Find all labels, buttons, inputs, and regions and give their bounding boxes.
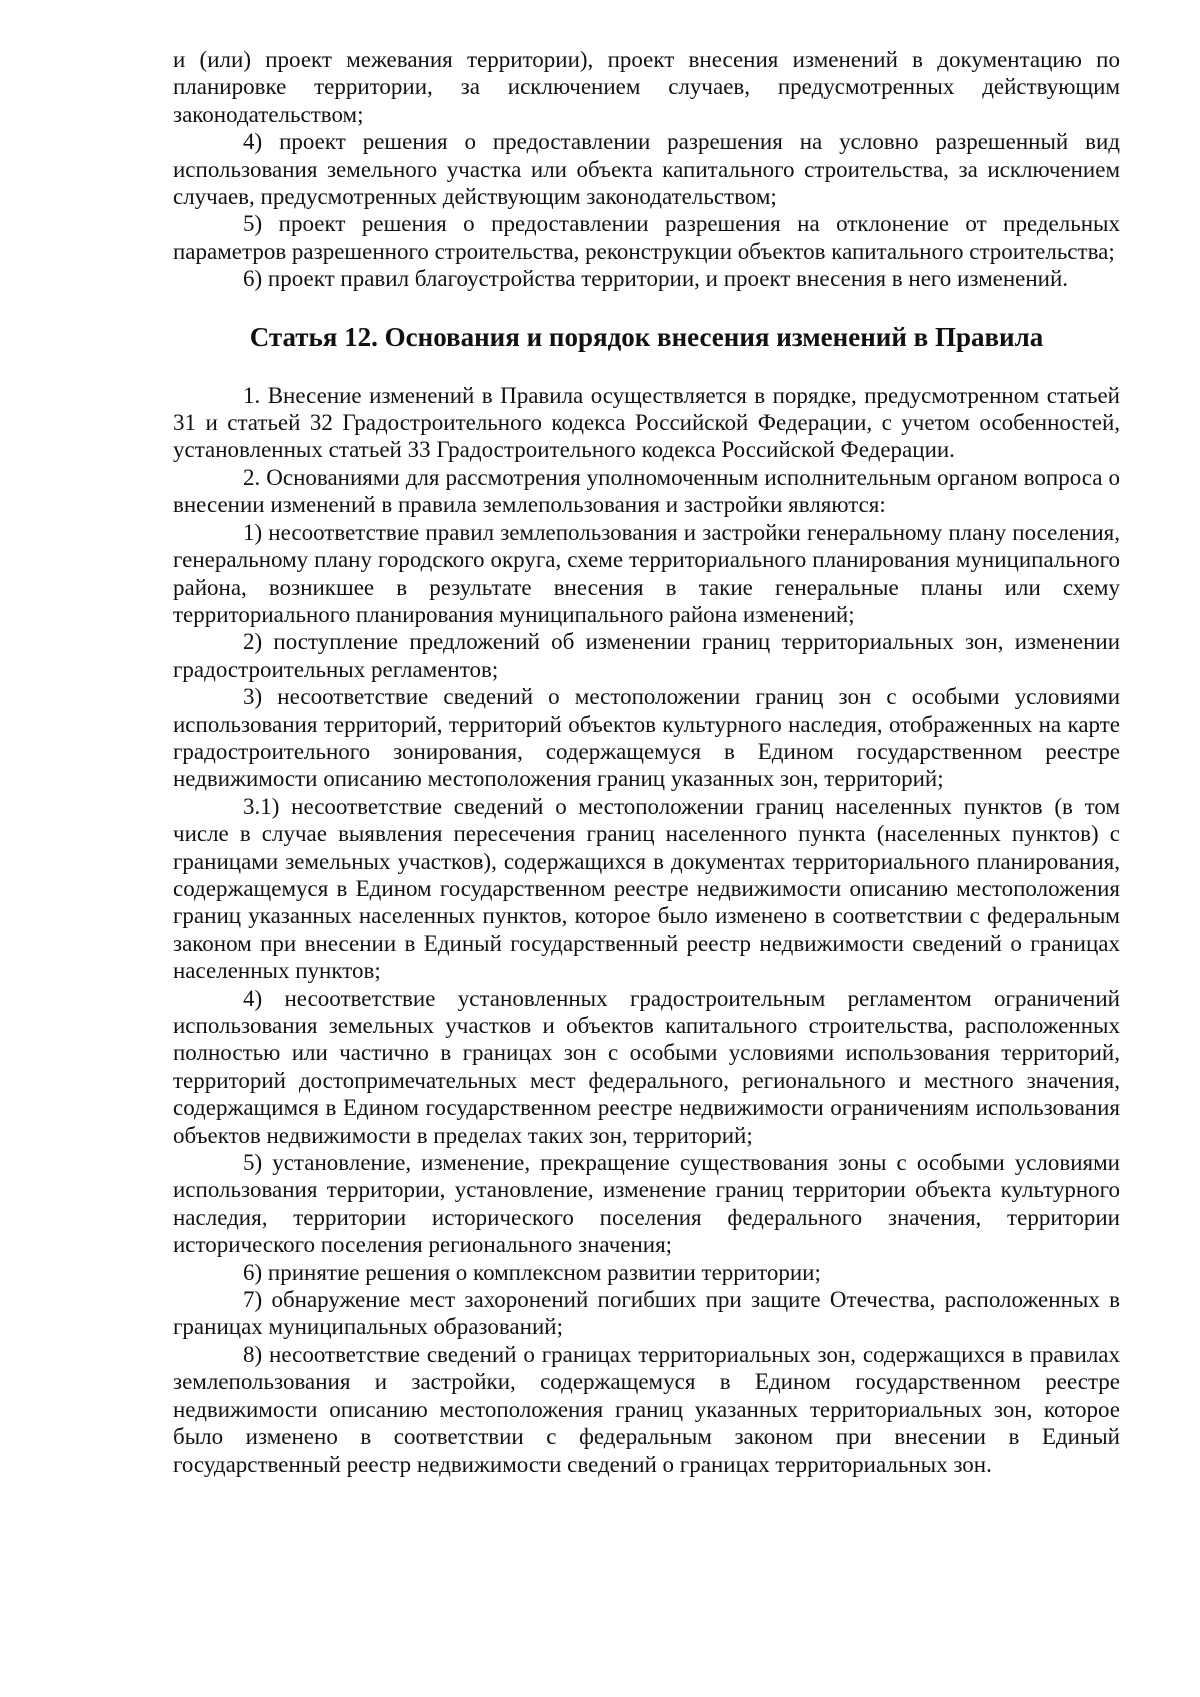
list-item-5-top: 5) проект решения о предоставлении разрешения на отклонение от предельных параметров разрешенного строительства, реконструкции объектов капитального строительства; [173, 211, 1120, 264]
list-item-4-top: 4) проект решения о предоставлении разрешения на условно разрешенный вид использования земельного участка или объекта капитального строительства, за исключением случаев, предусмотренных действующим законодательством; [173, 129, 1120, 210]
list-item-3-1: 3.1) несоответствие сведений о местоположении границ населенных пунктов (в том числе в случае выявления пересечения границ населенного пункта (населенных пунктов) с границами земельных участков), содержащихся в документах территориального планирования, содержащемуся в Едином государственном реестре недвижимости описанию местоположения границ указанных населенных пунктов, которое было изменено в соответствии с федеральным законом при внесении в Единый государственный реестр недвижимости сведений о границах населенных пунктов; [173, 793, 1120, 984]
list-item-1: 1) несоответствие правил землепользования и застройки генеральному плану поселения, генеральному плану городского округа, схеме территориального планирования муниципального района, возникшее в результате внесения в такие генеральные планы или схему территориального планирования муниципального района изменений; [173, 519, 1120, 627]
list-item-3: 3) несоответствие сведений о местоположении границ зон с особыми условиями использования территорий, территорий объектов культурного наследия, отображенных на карте градостроительного зонирования, содержащемуся в Едином государственном реестре недвижимости описанию местоположения границ указанных зон, территорий; [173, 684, 1120, 792]
paragraph-2: 2. Основаниями для рассмотрения уполномоченным исполнительным органом вопроса о внесении изменений в правила землепользования и застройки являются: [173, 464, 1120, 518]
document-page [173, 46, 1120, 1478]
list-item-7: 7) обнаружение мест захоронений погибших при защите Отечества, расположенных в границах муниципальных образований; [173, 1287, 1120, 1340]
article-title: Статья 12. Основания и порядок внесения изменений в Правила [249, 321, 1044, 352]
list-item-4: 4) несоответствие установленных градостроительным регламентом ограничений использования земельных участков и объектов капитального строительства, расположенных полностью или частично в границах зон с особыми условиями использования территорий, территорий достопримечательных мест федерального, регионального и местного значения, содержащимся в Едином государственном реестре недвижимости ограничениям использования объектов недвижимости в пределах таких зон, территорий; [173, 985, 1120, 1148]
paragraph-continuation: и (или) проект межевания территории), проект внесения изменений в документацию по планировке территории, за исключением случаев, предусмотренных действующим законодательством; [173, 47, 1120, 127]
paragraph-1: 1. Внесение изменений в Правила осуществляется в порядке, предусмотренном статьей 31 и статьей 32 Градостроительного кодекса Российской Федерации, с учетом особенностей, установленных статьей 33 Градостроительного кодекса Российской Федерации. [173, 382, 1120, 463]
list-item-5: 5) установление, изменение, прекращение существования зоны с особыми условиями использования территории, установление, изменение границ территории объекта культурного наследия, территории исторического поселения федерального значения, территории исторического поселения регионального значения; [173, 1150, 1120, 1258]
list-item-8: 8) несоответствие сведений о границах территориальных зон, содержащихся в правилах землепользования и застройки, содержащемуся в Едином государственном реестре недвижимости описанию местоположения границ указанных территориальных зон, которое было изменено в соответствии с федеральным законом при внесении в Единый государственный реестр недвижимости сведений о границах территориальных зон. [173, 1341, 1120, 1477]
list-item-2: 2) поступление предложений об изменении границ территориальных зон, изменении градостроительных регламентов; [173, 629, 1120, 682]
list-item-6: 6) принятие решения о комплексном развитии территории; [243, 1259, 821, 1285]
list-item-6-top: 6) проект правил благоустройства территории, и проект внесения в него изменений. [243, 266, 1069, 292]
